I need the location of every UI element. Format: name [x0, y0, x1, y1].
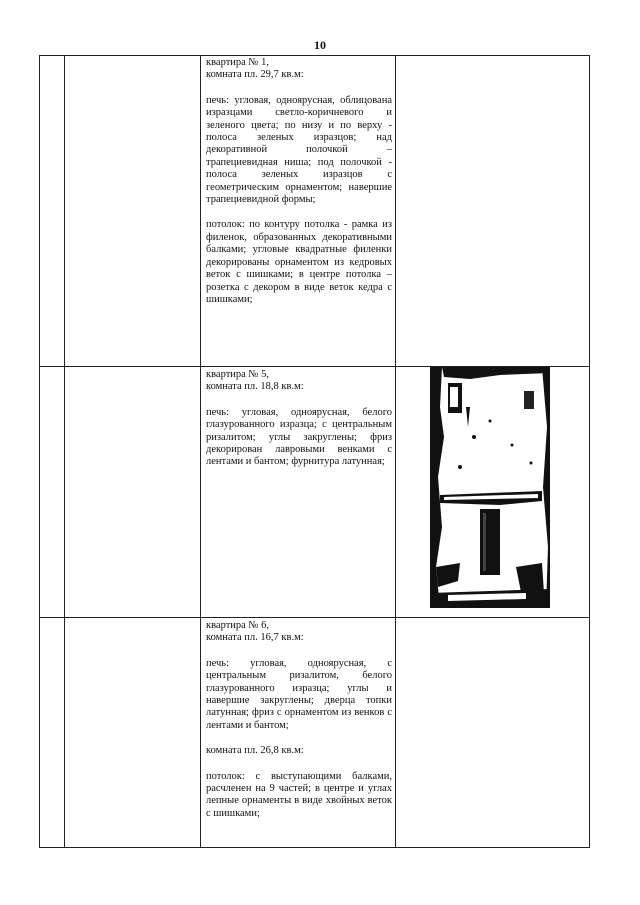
ceiling-description: потолок: по контуру потолка - рамка из филенок, образованных декоративными балками; угловые квадратные филенки декорированы орнаментом из кедровых веток с шишками; в центре потолка – розетка с декором в виде веток кедра с шишками;	[206, 219, 392, 305]
column-divider	[200, 55, 201, 848]
apartment-label: квартира № 6,	[206, 620, 269, 631]
table-border-top	[39, 55, 590, 56]
table-row	[206, 369, 392, 469]
table-row	[206, 620, 392, 820]
stove-description: печь: угловая, одноярусная, облицована изразцами светло-коричневого и зеленого цвета; по низу и по верху - полоса зеленых изразцов; над декоративной полочкой – трапециевидная ниша; под полочкой - полоса зеленых изразцов с геометрическим орнаментом; навершие трапециевидной формы;	[206, 94, 392, 206]
table-border-right	[589, 55, 590, 848]
table-row	[206, 57, 392, 306]
room-label: комната пл. 18,8 кв.м:	[206, 381, 304, 393]
table-border-left	[39, 55, 40, 848]
apartment-label: квартира № 1,	[206, 57, 269, 68]
page-number: 10	[314, 38, 326, 52]
ceiling-description: потолок: с выступающими балками, расчленен на 9 частей; в центре и углах лепные орнаменты в виде хвойных веток с шишками;	[206, 770, 392, 819]
row-divider	[39, 617, 590, 618]
apartment-label: квартира № 5,	[206, 369, 269, 380]
heritage-table	[39, 55, 590, 848]
room-label: комната пл. 16,7 кв.м:	[206, 632, 304, 644]
table-border-bottom	[39, 847, 590, 848]
stove-description: печь: угловая, одноярусная, белого глазурованного изразца; с центральным ризалитом; углы закруглены; фриз декорирован лавровыми венками с лентами и бантом; фурнитура латунная;	[206, 406, 392, 468]
column-divider	[64, 55, 65, 848]
stove-description: печь: угловая, одноярусная, с центральным ризалитом, белого глазурованного изразца; углы и навершие закруглены; дверца топки латунная; фриз с орнаментом из венков с лентами и бантом;	[206, 657, 392, 731]
column-divider	[395, 55, 396, 848]
stove-photo	[430, 367, 550, 608]
room-label: комната пл. 29,7 кв.м:	[206, 69, 304, 81]
room-label: комната пл. 26,8 кв.м:	[206, 745, 304, 757]
